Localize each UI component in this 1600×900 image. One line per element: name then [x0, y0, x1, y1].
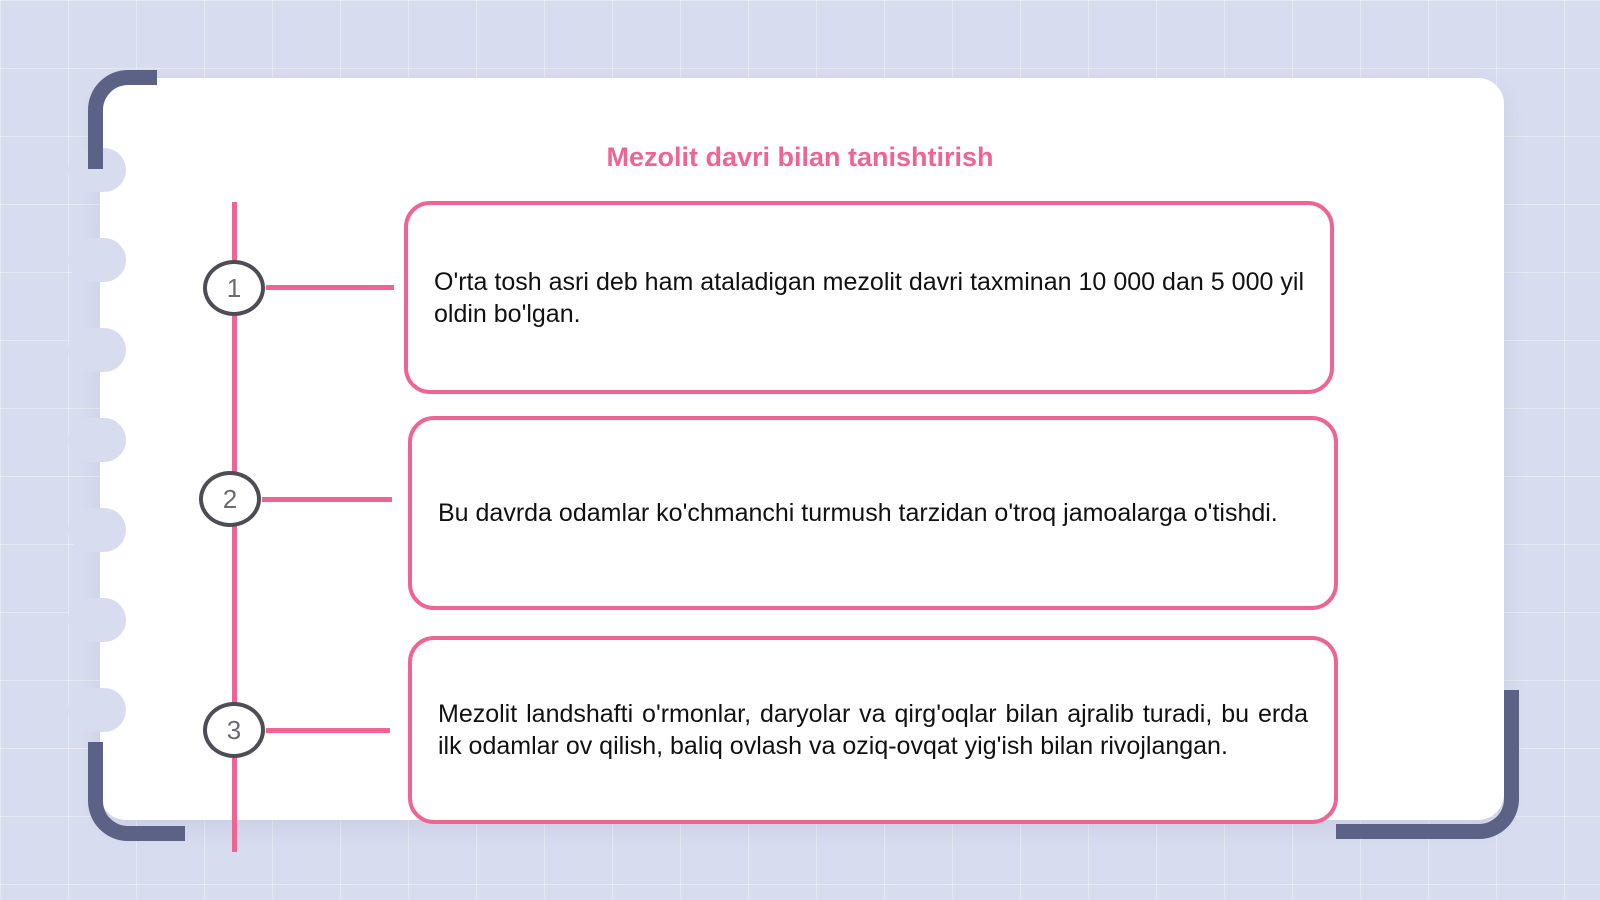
timeline-connector	[266, 728, 390, 733]
step-box-1	[404, 201, 1334, 394]
slide-title: Mezolit davri bilan tanishtirish	[606, 142, 994, 173]
corner-bracket-bottom-left	[88, 742, 185, 841]
timeline-connector	[266, 285, 394, 290]
binding-notch	[68, 598, 126, 642]
step-text-1: O'rta tosh asri deb ham ataladigan mezolit davri taxminan 10 000 dan 5 000 yil oldin bo'lgan.	[434, 267, 1304, 328]
binding-notch	[68, 238, 126, 282]
step-circle-1: 1	[203, 260, 265, 316]
step-box-2	[408, 416, 1338, 610]
binding-notch	[68, 508, 126, 552]
step-text-2: Bu davrda odamlar ko'chmanchi turmush tarzidan o'troq jamoalarga o'tishdi.	[438, 499, 1278, 527]
corner-bracket-bottom-right	[1336, 690, 1519, 839]
step-circle-2: 2	[199, 471, 261, 527]
step-circle-3: 3	[203, 702, 265, 758]
timeline-connector	[262, 497, 392, 502]
step-box-3	[408, 636, 1338, 824]
step-text-3: Mezolit landshafti o'rmonlar, daryolar va qirg'oqlar bilan ajralib turadi, bu erda ilk odamlar ov qilish, baliq ovlash va oziq-ovqat yig'ish bilan rivojlangan.	[438, 700, 1308, 760]
binding-notch	[68, 688, 126, 732]
binding-notch	[68, 328, 126, 372]
binding-notch	[68, 418, 126, 462]
